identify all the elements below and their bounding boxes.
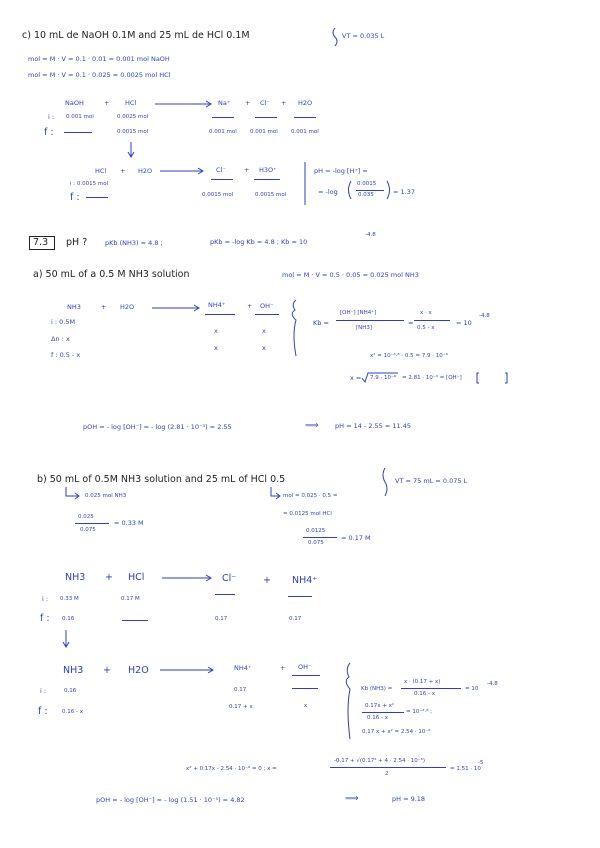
a-final: f : 0.5 - x [51,351,81,359]
b-r1-plus: + [105,572,113,583]
b-nh3-conc: = 0.33 M [114,519,144,527]
part-a-moles: mol = M · V = 0.5 · 0.05 = 0.025 mol NH3 [282,271,419,279]
b-r2-final-nh3: 0.16 - x [62,709,83,715]
b-r2-plus: + [103,665,111,676]
c-ph-denominator: 0.035 [358,192,374,198]
a-oh: OH⁻ [260,302,274,310]
b-nh3-conc-denominator: 0.075 [80,527,96,533]
b-hcl-moles-result: = 0.0125 mol HCl [283,511,332,517]
c-r1-final-cl: 0.001 mol [250,129,278,135]
b-kb2-numerator: 0.17x + x² [365,703,395,709]
kb-exponent: -4.8 [365,232,376,238]
b-quadratic-numerator: -0.17 + √(0.17² + 4 · 2.54 · 10⁻⁶) [334,758,426,764]
b-quadratic: x² + 0.17x - 2.54 · 10⁻⁶ = 0 ; x = [186,766,277,772]
a-poh: pOH = - log [OH⁻] = - log (2.81 · 10⁻³) = 2.55 [83,423,232,431]
c-r2-plus: + [244,166,250,174]
c-r1-final-hcl: 0.0015 mol [117,129,149,135]
b-quadratic-denominator: 2 [385,771,389,777]
a-change: Δn : x [51,335,70,343]
a-x: x [214,344,218,352]
arrow-icon: ⟹ [305,420,319,431]
naoh-moles: mol = M · V = 0.1 · 0.01 = 0.001 mol NaOH [28,55,170,63]
a-initial: i : 0.5M [51,318,76,326]
c-r1-hcl: HCl [125,99,137,107]
b-r2-nh4: NH4⁺ [234,664,252,672]
problem-number: 7.3 [33,237,49,248]
b-nh3-moles: 0.025 mol NH3 [85,493,127,499]
c-r2-initial: i : 0.0015 mol [70,181,109,187]
a-nh3: NH3 [67,303,81,311]
b-nh3-conc-numerator: 0.025 [78,514,94,520]
a-kb-numerator-x: x · x [420,310,432,316]
c-r1-naoh: NaOH [65,99,84,107]
a-plus: + [101,303,107,311]
c-r2-h3o: H3O⁺ [259,166,277,174]
c-r1-final-label: f : [44,127,54,138]
c-r2-hcl: HCl [95,167,107,175]
b-r2-initial-label: i : [40,687,47,695]
b-r2-oh: OH⁻ [298,663,312,671]
a-x: x [262,327,266,335]
b-r1-plus: + [263,575,271,586]
b-r2-final-nh4: 0.17 + x [229,704,253,710]
b-kb2-value: = 10⁻⁴·⁸ ; [406,709,433,715]
b-r1-hcl: HCl [128,572,145,583]
pkb-value: pKb (NH3) = 4.8 ; [105,239,163,247]
b-kb-value: = 10 [465,686,479,692]
a-x-root-result: = 2.81 · 10⁻³ = [OH⁻] [402,375,462,381]
b-kb2-denominator: 0.16 - x [367,715,388,721]
c-r1-plus: + [281,99,287,107]
a-kb-label: Kb = [313,319,329,327]
part-b-total-volume: VT = 75 mL = 0.075 L [395,477,468,485]
a-kb-denominator: [NH3] [356,325,373,331]
b-r1-final-label: f : [40,613,50,624]
part-b-heading: b) 50 mL of 0.5M NH3 solution and 25 mL of HCl 0.5 [37,474,286,485]
a-x-squared: x² = 10⁻⁴·⁸ · 0.5 = 7.9 · 10⁻⁶ [370,353,448,359]
hcl-moles: mol = M · V = 0.1 · 0.025 = 0.0025 mol HCl [28,71,171,79]
b-kb-denominator: 0.16 - x [414,691,435,697]
part-c-heading: c) 10 mL de NaOH 0.1M and 25 mL de HCl 0.1M [22,30,250,41]
b-kb-exponent: -4.8 [487,681,498,687]
b-r2-nh3: NH3 [63,665,84,676]
c-r1-initial-label: i : [48,113,55,121]
b-quadratic-result: = 1.51 · 10 [450,766,481,772]
b-r1-final-cl: 0.17 [215,616,228,622]
a-h2o: H2O [120,303,135,311]
a-kb-denominator-x: 0.5 - x [417,325,435,331]
a-x: x [262,344,266,352]
b-hcl-moles: mol = 0.025 · 0.5 = [283,493,338,499]
b-r2-final-oh: x [304,703,308,709]
b-kb-label: Kb (NH3) = [361,686,393,692]
a-kb-equals: = [408,319,414,327]
arrow-icon: ⟹ [345,793,359,804]
b-r2-final-label: f : [38,706,48,717]
a-x: x [214,327,218,335]
c-ph-log: = -log [318,188,338,196]
c-r1-plus: + [245,99,251,107]
b-kb-numerator: x · (0.17 + x) [404,679,441,685]
b-quadratic-exponent: -5 [478,760,484,766]
problem-title: pH ? [66,237,88,248]
c-ph-numerator: 0.0015 [357,181,377,187]
c-r2-final-label: f : [70,192,80,203]
b-r1-cl: Cl⁻ [222,573,237,584]
b-r2-initial-nh3: 0.16 [64,688,77,694]
c-r1-na: Na⁺ [218,99,231,107]
c-r1-plus: + [104,99,110,107]
c-ph-result: = 1.37 [393,188,415,196]
c-r1-h2o: H2O [298,99,313,107]
a-kb-value: = 10 [456,319,472,327]
b-r1-nh3: NH3 [65,572,86,583]
b-r1-initial-hcl: 0.17 M [121,596,140,602]
c-r1-final-h2o: 0.001 mol [291,129,319,135]
c-r2-final-cl: 0.0015 mol [202,192,234,198]
a-plus: + [247,302,253,310]
b-kb3: 0.17 x + x² = 2.54 · 10⁻⁶ [362,729,431,735]
c-r1-cl: Cl⁻ [260,99,270,107]
b-r1-nh4: NH4⁺ [292,575,318,586]
b-r2-plus: + [280,664,286,672]
c-r1-initial-hcl: 0.0025 mol [117,114,149,120]
part-c-total-volume: VT = 0.035 L [342,32,385,40]
b-r2-h2o: H2O [128,665,149,676]
c-r2-h2o: H2O [138,167,153,175]
b-r1-initial-label: i : [42,595,49,603]
c-r2-final-h3o: 0.0015 mol [255,192,287,198]
b-ph: pH = 9.18 [392,795,426,803]
a-kb-numerator: [OH⁻] [NH4⁺] [340,310,377,316]
c-ph-formula: pH = -log [H⁺] = [314,167,368,175]
b-poh: pOH = - log [OH⁻] = - log (1.51 · 10⁻⁵) = 4.82 [96,796,245,804]
b-r1-final-nh3: 0.16 [62,616,75,622]
c-r1-final-na: 0.001 mol [209,129,237,135]
a-nh4: NH4⁺ [208,301,226,309]
c-r2-cl: Cl⁻ [216,166,226,174]
kb-derivation: pKb = -log Kb = 4.8 ; Kb = 10 [210,238,308,246]
b-r1-initial-nh3: 0.33 M [60,596,79,602]
part-a-heading: a) 50 mL of a 0.5 M NH3 solution [33,269,190,280]
c-r1-initial-naoh: 0.001 mol [66,114,94,120]
b-r1-final-nh4: 0.17 [289,616,302,622]
a-kb-exponent: -4.8 [479,313,490,319]
a-x-root-radicand: 7.9 · 10⁻⁶ [370,375,397,381]
a-ph: pH = 14 - 2.55 = 11.45 [335,422,412,430]
a-x-root-label: x = [350,374,362,382]
b-hcl-conc-numerator: 0.0125 [306,528,326,534]
b-hcl-conc: = 0.17 M [341,534,371,542]
b-r2-initial-nh4: 0.17 [234,687,247,693]
c-r2-plus: + [120,167,126,175]
b-hcl-conc-denominator: 0.075 [308,540,324,546]
